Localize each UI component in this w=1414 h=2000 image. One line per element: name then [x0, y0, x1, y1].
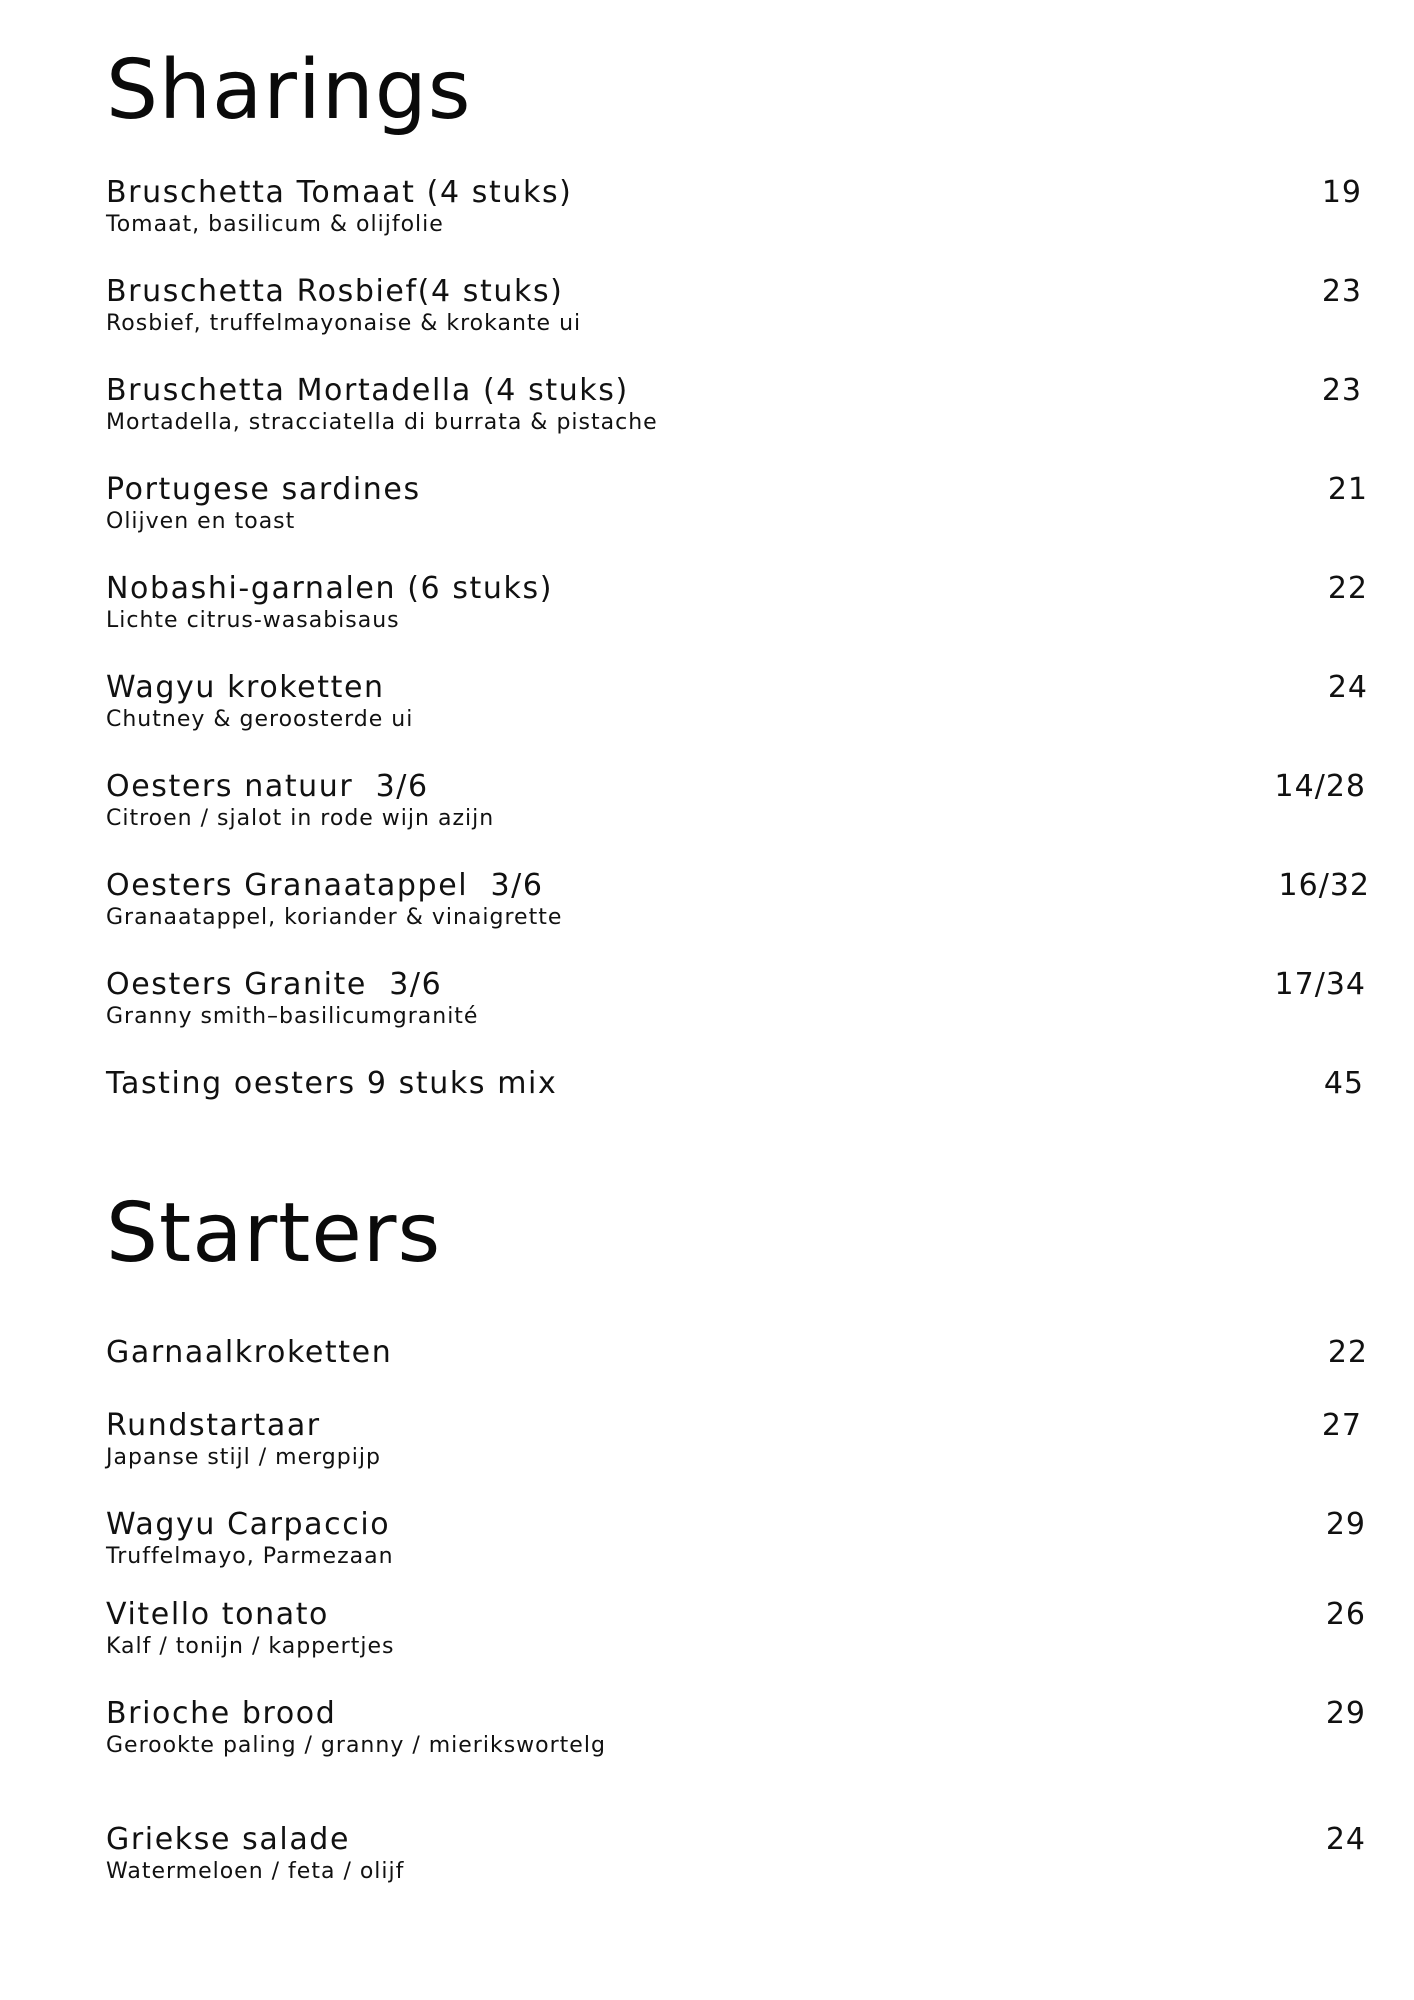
item-description: Citroen / sjalot in rode wijn azijn [106, 806, 495, 831]
item-name: Bruschetta Mortadella (4 stuks) [106, 373, 629, 408]
menu-item [106, 1507, 1370, 1571]
item-name: Oesters natuur 3/6 [106, 769, 429, 804]
item-description: Mortadella, stracciatella di burrata & pistache [106, 410, 658, 435]
menu-item [106, 670, 1370, 734]
section-title-sharings: Sharings [106, 43, 472, 138]
item-description: Olijven en toast [106, 509, 296, 534]
item-price: 22 [1327, 1335, 1368, 1370]
menu-item [106, 1696, 1370, 1760]
item-name: Vitello tonato [106, 1597, 330, 1632]
menu-item [106, 373, 1370, 437]
item-price: 45 [1323, 1066, 1364, 1101]
item-name: Brioche brood [106, 1696, 337, 1731]
item-description: Kalf / tonijn / kappertjes [106, 1634, 395, 1659]
item-description: Rosbief, truffelmayonaise & krokante ui [106, 311, 582, 336]
menu-item [106, 571, 1370, 635]
item-description: Watermeloen / feta / olijf [106, 1859, 405, 1884]
menu-item [106, 175, 1370, 239]
item-name: Bruschetta Tomaat (4 stuks) [106, 175, 573, 210]
item-name: Griekse salade [106, 1822, 351, 1857]
item-price: 17/34 [1274, 967, 1366, 1002]
menu-item [106, 1335, 1370, 1371]
item-name: Oesters Granaatappel 3/6 [106, 868, 544, 903]
item-price: 21 [1327, 472, 1368, 507]
item-description: Gerookte paling / granny / mierikswortelg [106, 1733, 606, 1758]
item-name: Nobashi-garnalen (6 stuks) [106, 571, 554, 606]
menu-item [106, 1597, 1370, 1661]
menu-item [106, 472, 1370, 536]
item-price: 29 [1325, 1696, 1366, 1731]
item-price: 24 [1325, 1822, 1366, 1857]
item-name: Bruschetta Rosbief(4 stuks) [106, 274, 564, 309]
menu-item [106, 1822, 1370, 1886]
menu-item [106, 1066, 1370, 1102]
item-description: Granny smith–basilicumgranité [106, 1004, 479, 1029]
menu-item [106, 868, 1370, 932]
item-description: Granaatappel, koriander & vinaigrette [106, 905, 563, 930]
item-name: Tasting oesters 9 stuks mix [106, 1066, 558, 1101]
item-price: 19 [1321, 175, 1362, 210]
menu-item [106, 274, 1370, 338]
item-name: Portugese sardines [106, 472, 421, 507]
item-description: Japanse stijl / mergpijp [106, 1445, 381, 1470]
item-price: 26 [1325, 1597, 1366, 1632]
item-description: Chutney & geroosterde ui [106, 707, 414, 732]
item-description: Truffelmayo, Parmezaan [106, 1544, 394, 1569]
item-name: Oesters Granite 3/6 [106, 967, 443, 1002]
item-price: 29 [1325, 1507, 1366, 1542]
item-price: 22 [1327, 571, 1368, 606]
section-title-starters: Starters [106, 1186, 442, 1281]
item-name: Rundstartaar [106, 1408, 321, 1443]
item-price: 23 [1321, 373, 1362, 408]
item-description: Tomaat, basilicum & olijfolie [106, 212, 444, 237]
item-name: Garnaalkroketten [106, 1335, 393, 1370]
menu-item [106, 769, 1370, 833]
item-name: Wagyu kroketten [106, 670, 385, 705]
item-price: 24 [1327, 670, 1368, 705]
item-price: 14/28 [1274, 769, 1366, 804]
menu-item [106, 967, 1370, 1031]
item-description: Lichte citrus-wasabisaus [106, 608, 400, 633]
item-price: 16/32 [1278, 868, 1370, 903]
item-price: 23 [1321, 274, 1362, 309]
item-name: Wagyu Carpaccio [106, 1507, 391, 1542]
menu-item [106, 1408, 1370, 1472]
item-price: 27 [1321, 1408, 1362, 1443]
